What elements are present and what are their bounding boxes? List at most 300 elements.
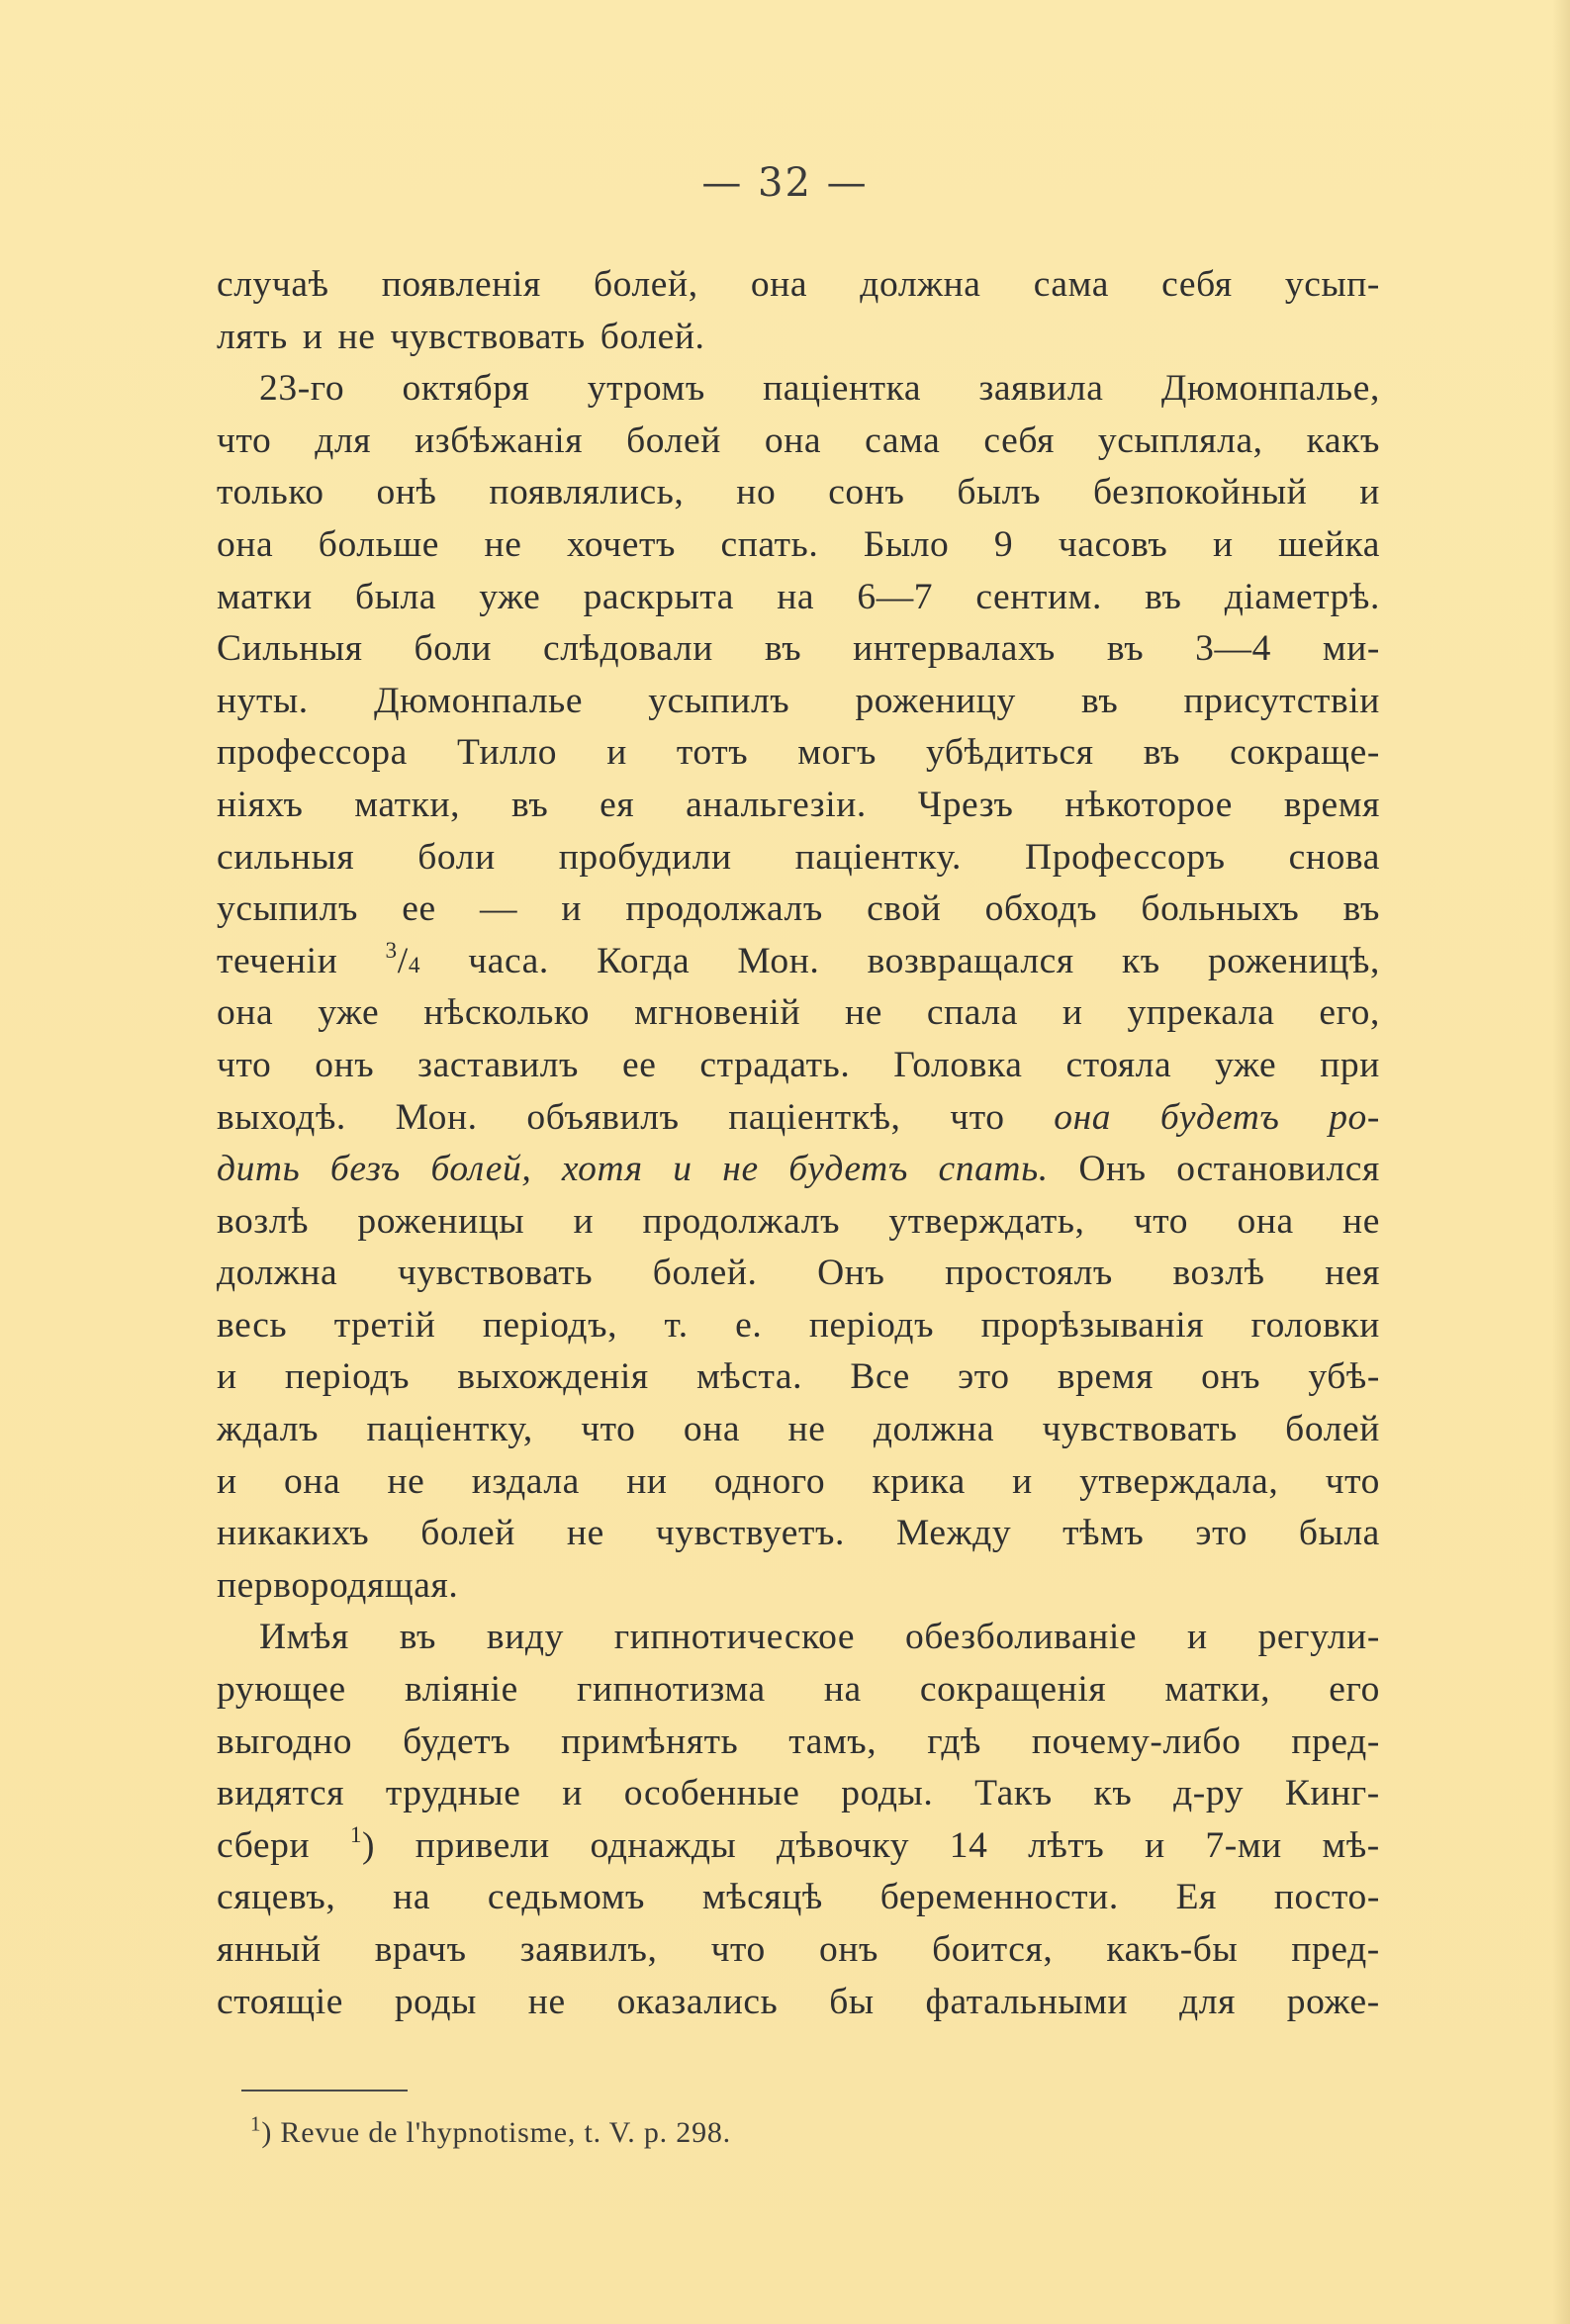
word-part: видятся <box>217 1773 345 1814</box>
word <box>643 1196 841 1249</box>
word-part: лять <box>217 316 288 357</box>
word-part: сонъ <box>828 472 905 513</box>
word-part: головки <box>1250 1304 1380 1346</box>
text-line <box>217 519 1380 572</box>
word <box>1359 467 1380 519</box>
word-part: обезболиваніе <box>905 1617 1138 1658</box>
word-part: Головка <box>893 1044 1023 1085</box>
word <box>648 676 789 728</box>
word-part: Дюмонпалье <box>373 680 584 721</box>
word <box>217 727 408 780</box>
word <box>1062 1508 1144 1560</box>
word <box>420 1508 515 1560</box>
word <box>994 519 1013 572</box>
word-part: дѣвочку <box>776 1824 910 1866</box>
word <box>817 1248 884 1300</box>
word <box>1287 1977 1380 2029</box>
word <box>398 1248 593 1300</box>
word <box>472 1456 580 1509</box>
word-part: усыпляла, <box>1097 419 1263 461</box>
word-part: могъ <box>797 732 877 774</box>
word-part: третій <box>333 1304 436 1346</box>
word-part: себя <box>1161 264 1233 305</box>
word <box>684 1404 740 1456</box>
word <box>920 1664 1106 1717</box>
word <box>763 363 921 416</box>
word <box>217 1196 309 1249</box>
word-part: утверждала, <box>1079 1460 1279 1502</box>
word-part: чувствуетъ. <box>655 1513 845 1554</box>
word <box>699 1040 850 1092</box>
text-line <box>217 832 1380 884</box>
word-part: чувствовать <box>390 316 586 357</box>
text-line <box>217 883 1380 936</box>
word-part: упрекала <box>1127 992 1275 1034</box>
word-part: къ <box>1121 940 1160 981</box>
word-part: мгновеній <box>634 992 801 1034</box>
word <box>983 416 1055 468</box>
word <box>1320 1040 1380 1092</box>
word <box>315 1040 374 1092</box>
word <box>1164 1664 1270 1717</box>
word-part: утверждать, <box>888 1200 1085 1242</box>
text-line <box>217 623 1380 676</box>
word-part: онъ <box>818 1929 878 1970</box>
text-line <box>217 1872 1380 1924</box>
body-text <box>217 259 1380 2028</box>
word-part: шейка <box>1278 523 1380 565</box>
word-part: Такъ <box>974 1773 1053 1814</box>
word-part: выходѣ. <box>217 1096 346 1138</box>
word-part: роженицѣ, <box>1207 940 1380 981</box>
fraction-part: 1 <box>349 1821 363 1848</box>
word-part: въ <box>1143 732 1181 774</box>
word-part: избѣжанія <box>415 419 584 461</box>
word-part: часовъ <box>1058 523 1168 565</box>
word-part: привели <box>415 1824 550 1866</box>
word <box>377 467 437 519</box>
word <box>217 1717 352 1769</box>
footnote-marker: 1 <box>250 2111 262 2136</box>
word-part: на <box>777 576 815 617</box>
word <box>1179 1977 1236 2029</box>
word <box>350 1820 375 1873</box>
word-part: ея <box>600 784 635 825</box>
word <box>1285 1768 1380 1820</box>
word <box>415 623 493 676</box>
word-part: ее <box>402 888 436 930</box>
word-part: болей <box>1285 1409 1380 1450</box>
text-line <box>217 1664 1380 1717</box>
word-part: что <box>950 1096 1005 1138</box>
word-part: въ <box>1145 576 1182 617</box>
word-part: уже <box>318 992 380 1034</box>
word <box>1225 572 1380 624</box>
word <box>872 1456 965 1509</box>
word-part: ее <box>621 1044 657 1085</box>
word <box>1329 1664 1380 1717</box>
word <box>1237 1196 1293 1249</box>
word-part: не <box>787 1409 826 1450</box>
text-line <box>217 1040 1380 1092</box>
word-part: болей, <box>593 264 698 305</box>
word <box>357 1196 524 1249</box>
word-part: какъ <box>1306 419 1380 461</box>
word <box>382 259 541 312</box>
fraction-part: 3 <box>385 937 398 964</box>
word <box>1205 1820 1281 1873</box>
word-part: обходъ <box>984 888 1098 930</box>
word <box>217 1664 346 1717</box>
word-part: прорѣзыванія <box>980 1304 1205 1346</box>
word-part: 23-го <box>259 368 345 410</box>
word-part: простоялъ <box>945 1253 1113 1294</box>
word <box>926 727 1094 780</box>
word-part: остановился <box>1176 1149 1380 1190</box>
word-part: хотя <box>561 1149 643 1190</box>
word <box>284 1456 340 1509</box>
word-part: она <box>764 419 822 461</box>
word-part: 14 <box>949 1824 988 1866</box>
word-part: ро- <box>1329 1096 1380 1138</box>
word <box>788 1717 877 1769</box>
word-part: появлялись, <box>489 472 685 513</box>
word-part: не <box>337 316 376 357</box>
word-part: что <box>710 1929 766 1970</box>
word <box>396 1092 478 1145</box>
word <box>1081 676 1118 728</box>
word <box>1032 1717 1242 1769</box>
word-part: это <box>1195 1513 1247 1554</box>
word-part: его, <box>1319 992 1380 1034</box>
word <box>1012 1456 1033 1509</box>
word-part: и <box>217 1356 237 1398</box>
word-part: сама <box>1033 264 1109 305</box>
word-part: какъ-бы <box>1106 1929 1239 1970</box>
word-part: это <box>958 1356 1010 1398</box>
word <box>1025 832 1226 884</box>
word <box>217 416 271 468</box>
word-part: но <box>736 472 777 513</box>
word <box>590 1820 736 1873</box>
word <box>1098 416 1263 468</box>
word <box>1093 467 1307 519</box>
word-part: седьмомъ <box>487 1877 646 1918</box>
word-part: виду <box>486 1617 564 1658</box>
word-part: усып- <box>1284 264 1380 305</box>
word-part: и <box>562 1773 583 1814</box>
word <box>1319 987 1380 1040</box>
word <box>567 1508 604 1560</box>
word-part: уже <box>479 576 541 617</box>
word <box>1258 1612 1380 1664</box>
word <box>355 572 436 624</box>
word-part: болей. <box>600 316 705 357</box>
text-line <box>217 987 1380 1040</box>
word <box>511 780 548 832</box>
word <box>1141 883 1299 936</box>
word <box>319 519 439 572</box>
word <box>1062 987 1083 1040</box>
word <box>673 1144 692 1196</box>
word-part: пред- <box>1291 1720 1380 1762</box>
word-part: возлѣ <box>1172 1253 1265 1294</box>
word-part: безпокойный <box>1092 472 1308 513</box>
word-part: 9 <box>993 523 1014 565</box>
word <box>468 936 549 988</box>
word <box>390 312 585 364</box>
word-part: спать. <box>938 1149 1049 1190</box>
word <box>1059 519 1168 572</box>
word-part: — <box>480 888 518 930</box>
word-part: Профессоръ <box>1025 836 1226 878</box>
word-part: октября <box>402 368 530 410</box>
word <box>932 1924 1053 1977</box>
word <box>985 883 1097 936</box>
word-part: посто- <box>1273 1877 1380 1918</box>
word-part: / <box>397 940 409 981</box>
word-part: будетъ <box>403 1720 511 1762</box>
word-part: и <box>673 1149 693 1190</box>
word-part: теченіи <box>217 940 338 981</box>
word-part: и <box>1062 992 1083 1034</box>
word <box>366 1404 532 1456</box>
word <box>577 1664 766 1717</box>
word <box>927 1717 981 1769</box>
word <box>714 1456 825 1509</box>
word <box>765 623 801 676</box>
text-line <box>217 1508 1380 1560</box>
word <box>588 363 705 416</box>
word-part: сбери <box>217 1824 311 1866</box>
word-part: къ <box>1093 1773 1133 1814</box>
word-part: для <box>315 419 372 461</box>
word-part: и <box>1012 1460 1033 1502</box>
word-part: усыпилъ <box>217 888 359 930</box>
word-part: часа. <box>468 940 549 981</box>
word-part: была <box>355 576 437 617</box>
word-part: не <box>484 523 522 565</box>
word-part: періодъ <box>284 1356 411 1398</box>
word <box>1106 1924 1238 1977</box>
text-line <box>217 1977 1380 2029</box>
word <box>1187 1612 1208 1664</box>
word <box>1308 1351 1380 1404</box>
word-part: ніяхъ <box>217 784 304 825</box>
word <box>677 727 748 780</box>
word-part: и <box>1212 523 1234 565</box>
word-part: болей <box>626 419 721 461</box>
word-part: убѣдиться <box>926 732 1094 774</box>
word-part: раскрыта <box>583 576 735 617</box>
word-part: и <box>606 732 627 774</box>
word-part: 7-ми <box>1205 1824 1282 1866</box>
word <box>702 1872 823 1924</box>
word <box>828 467 904 519</box>
word <box>400 1612 436 1664</box>
word-part: матки, <box>1164 1669 1271 1711</box>
word <box>720 519 818 572</box>
word-part: въ <box>399 1617 437 1658</box>
word-part: болей, <box>430 1149 532 1190</box>
word <box>217 1560 458 1613</box>
word-part: трудные <box>385 1773 521 1814</box>
word-part: возлѣ <box>217 1200 310 1242</box>
word <box>1278 519 1380 572</box>
word-part: хочетъ <box>566 523 676 565</box>
word <box>1173 1248 1265 1300</box>
word-part: должна <box>860 264 981 305</box>
word <box>978 363 1103 416</box>
word-part: матки, <box>354 784 461 825</box>
word-part: продолжалъ <box>642 1200 841 1242</box>
word-part: время <box>1283 784 1380 825</box>
word <box>388 1456 425 1509</box>
word-part: должна <box>217 1253 338 1294</box>
word <box>259 363 344 416</box>
word <box>622 1040 657 1092</box>
word <box>217 467 324 519</box>
word <box>386 936 421 988</box>
word-part: Ея <box>1175 1877 1218 1918</box>
word <box>1065 1040 1171 1092</box>
word-part: тѣмъ <box>1062 1513 1145 1554</box>
word <box>606 727 627 780</box>
word <box>888 1196 1084 1249</box>
word-part: періодъ, <box>482 1304 618 1346</box>
word <box>285 1351 410 1404</box>
word-part: появленія <box>381 264 541 305</box>
word-part: въ <box>1342 888 1380 930</box>
word-part: однажды <box>590 1824 737 1866</box>
word-part: усыпилъ <box>648 680 790 721</box>
word-part: больше <box>318 523 440 565</box>
text-line <box>217 727 1380 780</box>
word-part: она <box>683 1409 741 1450</box>
word <box>1285 1404 1380 1456</box>
word-part: роженицы <box>357 1200 525 1242</box>
word <box>737 936 819 988</box>
word <box>868 936 1074 988</box>
text-line <box>217 1248 1380 1300</box>
fraction-part: 4 <box>408 952 421 978</box>
word-part: паціентка <box>763 368 922 410</box>
word <box>864 519 950 572</box>
word <box>728 1092 900 1145</box>
word-part: она <box>217 992 274 1034</box>
text-line <box>217 676 1380 728</box>
word <box>958 1351 1010 1404</box>
word-part: Чрезъ <box>917 784 1014 825</box>
word <box>945 1248 1113 1300</box>
word-part: фатальными <box>925 1981 1129 2022</box>
word-part: періодъ <box>808 1304 935 1346</box>
word <box>600 312 705 364</box>
word-part: сокращенія <box>919 1669 1107 1711</box>
word-part: будетъ <box>788 1149 908 1190</box>
word-part: не <box>845 992 882 1034</box>
word-part: первородящая. <box>217 1564 459 1606</box>
word <box>1161 363 1380 416</box>
word <box>1042 1404 1237 1456</box>
word-part: мѣсяцѣ <box>701 1877 823 1918</box>
word <box>1145 572 1181 624</box>
word-part: беременности. <box>879 1877 1119 1918</box>
text-line <box>217 780 1380 832</box>
word-part: свой <box>867 888 942 930</box>
word <box>543 623 713 676</box>
word <box>217 1924 322 1977</box>
word <box>217 572 313 624</box>
word-part: она <box>217 523 274 565</box>
word-part: только <box>217 472 324 513</box>
word <box>457 727 557 780</box>
word-part: уже <box>1215 1044 1277 1085</box>
word <box>217 780 303 832</box>
word <box>528 1977 566 2029</box>
word <box>736 467 776 519</box>
word <box>488 1872 645 1924</box>
word-part: гипнотизма <box>577 1669 766 1711</box>
word <box>974 1768 1053 1820</box>
word <box>354 780 460 832</box>
word-part: страдать. <box>699 1044 851 1085</box>
word-part: примѣнять <box>561 1720 739 1762</box>
word <box>520 1924 658 1977</box>
word <box>1251 1300 1380 1352</box>
text-line <box>217 1144 1380 1196</box>
text-line <box>217 1612 1380 1664</box>
word-part: спать. <box>720 523 819 565</box>
word <box>735 1300 762 1352</box>
word <box>1342 1196 1380 1249</box>
word <box>625 883 823 936</box>
word-part: оказались <box>616 1981 779 2022</box>
word <box>855 676 1015 728</box>
word-part: случаѣ <box>217 264 329 305</box>
word <box>457 1351 648 1404</box>
word <box>857 572 933 624</box>
word <box>1323 623 1380 676</box>
word <box>867 883 941 936</box>
word-part: сильныя <box>217 836 355 878</box>
word-part: Все <box>850 1356 910 1398</box>
word <box>918 780 1014 832</box>
word <box>562 1144 643 1196</box>
word <box>1160 1092 1280 1145</box>
word-part: 6—7 <box>857 576 934 617</box>
word <box>1289 832 1380 884</box>
word <box>375 1924 467 1977</box>
word <box>559 832 732 884</box>
word-part: врачъ <box>374 1929 467 1970</box>
word-part: пред- <box>1291 1929 1380 1970</box>
word-part: сяцевъ, <box>217 1877 336 1918</box>
word <box>656 1508 845 1560</box>
word <box>562 1768 583 1820</box>
word <box>788 1144 908 1196</box>
word <box>217 1404 319 1456</box>
word <box>1195 1508 1247 1560</box>
word <box>777 572 814 624</box>
word <box>217 1300 287 1352</box>
word-part: боли <box>414 628 493 670</box>
word <box>217 987 273 1040</box>
word <box>1145 1820 1165 1873</box>
word-part: она <box>283 1460 341 1502</box>
word-part: никакихъ <box>217 1513 370 1554</box>
word-part: весь <box>217 1304 288 1346</box>
